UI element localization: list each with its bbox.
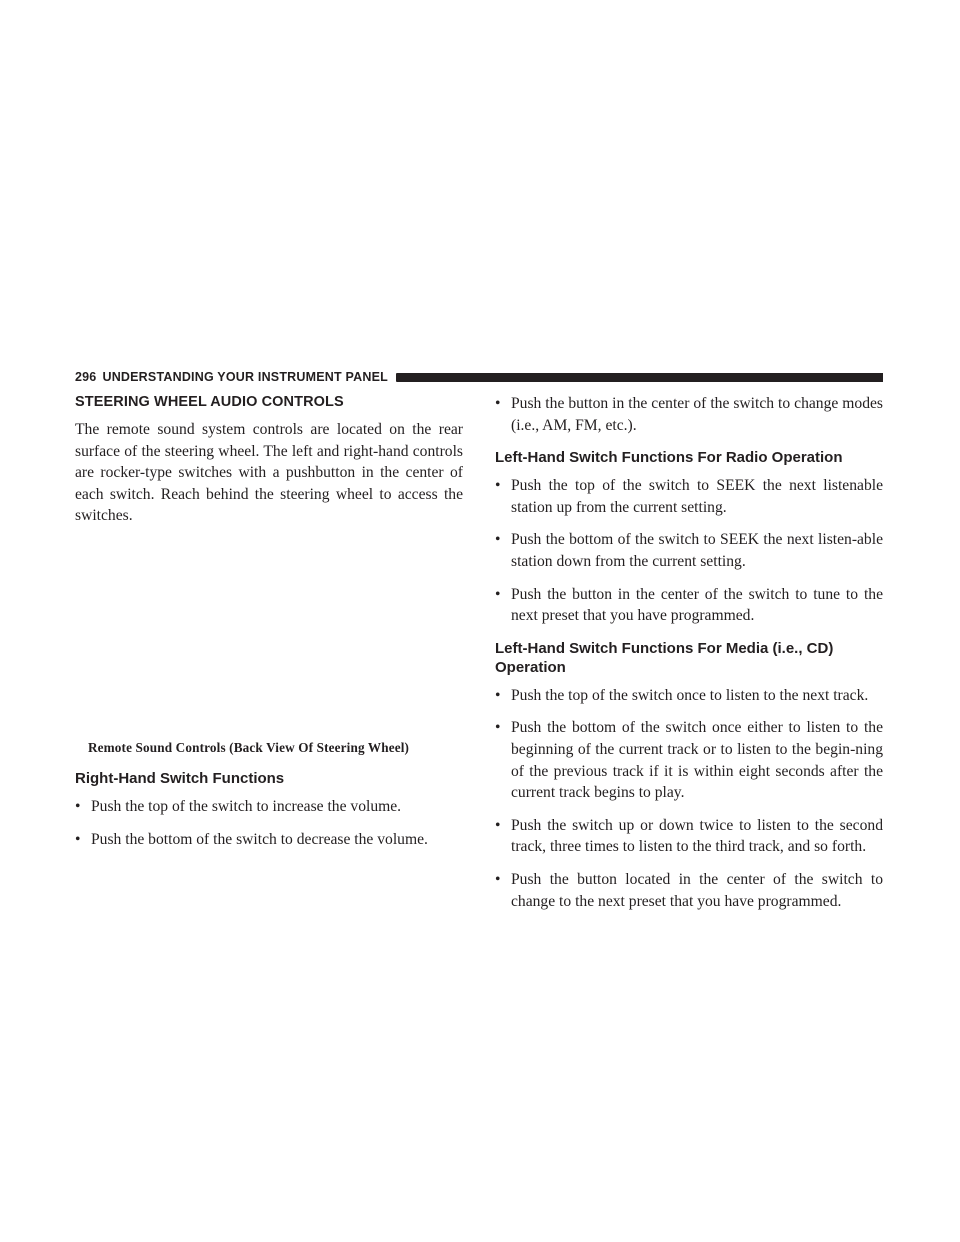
figure-area <box>75 527 463 740</box>
heading-steering-wheel-audio-controls: STEERING WHEEL AUDIO CONTROLS <box>75 394 344 410</box>
bullet-dot: • <box>495 395 501 412</box>
list-item-text: Push the bottom of the switch once either to listen to the beginning of the current track or to listen to the begin-ning of the previous track if it is within eight seconds after the current track begins to play. <box>511 719 883 802</box>
list-item-text: Push the bottom of the switch to SEEK the next listen-able station down from the current setting. <box>511 531 883 570</box>
bullet-dot: • <box>75 797 81 815</box>
bullet-dot: • <box>495 870 501 888</box>
page-header <box>75 370 883 384</box>
list-item-text: Push the button located in the center of the switch to change to the next preset that you have programmed. <box>511 870 883 910</box>
list-item-text: Push the top of the switch once to listen to the next track. <box>511 686 869 704</box>
radio-bullet-list <box>495 475 883 627</box>
bullet-dot: • <box>495 816 501 834</box>
list-item <box>495 529 883 572</box>
bullet-dot: • <box>495 585 501 603</box>
list-item-text: Push the button in the center of the switch to change modes (i.e., AM, FM, etc.). <box>511 395 883 434</box>
figure-caption: Remote Sound Controls (Back View Of Steering Wheel) <box>88 739 410 755</box>
media-bullet-list <box>495 685 883 912</box>
list-item <box>495 584 883 627</box>
page-number: 296 <box>75 370 97 384</box>
mode-bullet-list <box>495 393 883 436</box>
list-item <box>495 717 883 803</box>
list-item <box>495 393 883 436</box>
section-title: UNDERSTANDING YOUR INSTRUMENT PANEL <box>102 370 388 384</box>
header-rule <box>396 373 883 382</box>
right-column <box>495 393 883 912</box>
left-column <box>75 393 463 850</box>
intro-paragraph: The remote sound system controls are located on the rear surface of the steering wheel. The left and right-hand controls are rocker-type switches with a pushbutton in the center of each switch. Reach behind the steering wheel to access the switches. <box>75 421 463 525</box>
heading-radio-operation: Left-Hand Switch Functions For Radio Operation <box>495 449 843 467</box>
list-item <box>75 829 463 851</box>
list-item-text: Push the top of the switch to SEEK the next listenable station up from the current setting. <box>511 477 883 516</box>
list-item <box>495 869 883 912</box>
list-item-text: Push the button in the center of the switch to tune to the next preset that you have programmed. <box>511 585 883 625</box>
list-item <box>495 685 883 707</box>
bullet-dot: • <box>495 477 501 495</box>
list-item-text: Push the top of the switch to increase the volume. <box>91 797 402 815</box>
list-item-text: Push the bottom of the switch to decrease the volume. <box>91 830 428 848</box>
list-item-text: Push the switch up or down twice to listen to the second track, three times to listen to the third track, and so forth. <box>511 816 883 856</box>
list-item <box>495 475 883 518</box>
heading-right-hand-switch-functions: Right-Hand Switch Functions <box>75 769 285 787</box>
right-hand-bullet-list <box>75 796 463 850</box>
bullet-dot: • <box>495 686 501 704</box>
bullet-dot: • <box>495 531 501 549</box>
bullet-dot: • <box>495 719 501 737</box>
list-item <box>75 796 463 818</box>
list-item <box>495 815 883 858</box>
bullet-dot: • <box>75 830 81 848</box>
heading-media-operation: Left-Hand Switch Functions For Media (i.e., CD) Operation <box>495 639 834 676</box>
